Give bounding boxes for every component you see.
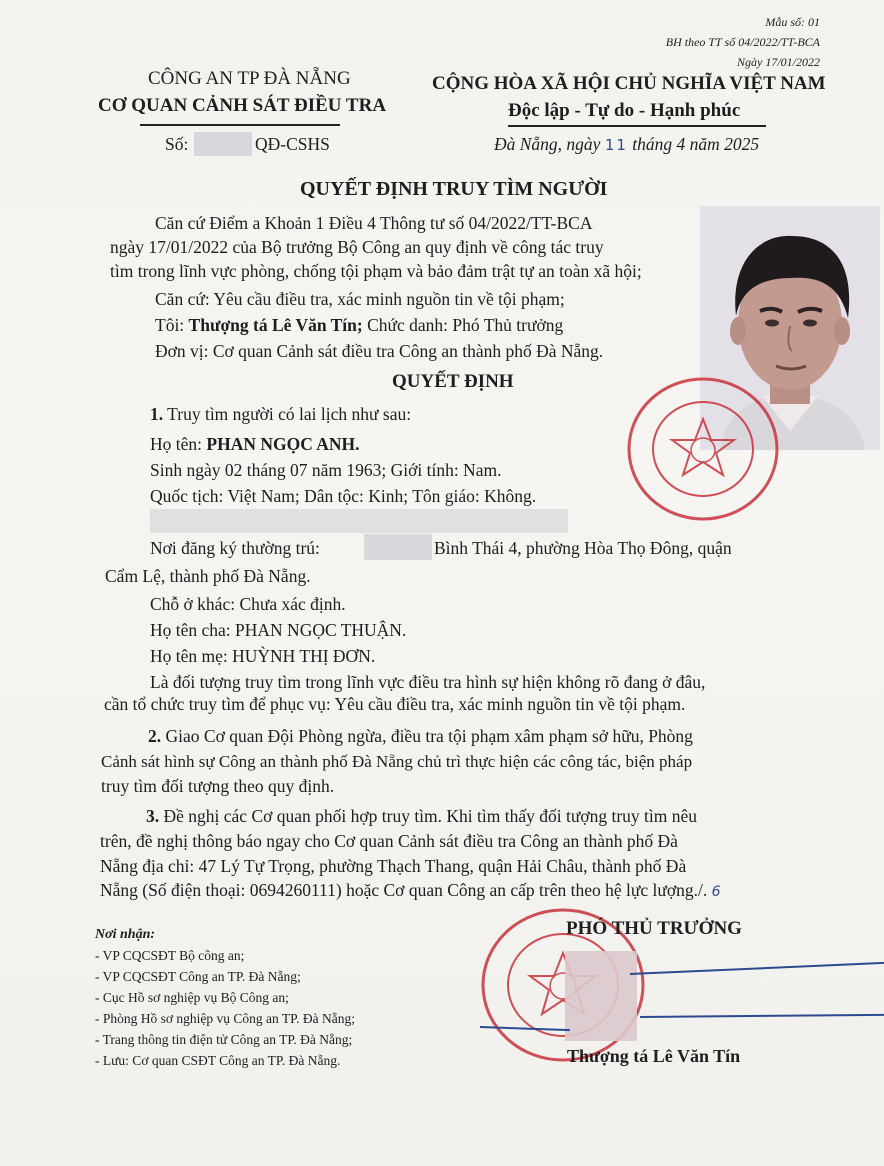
motto-underline — [508, 125, 766, 127]
agency-name: CÔNG AN TP ĐÀ NẴNG — [148, 68, 351, 89]
section-3-line-3: Nẵng địa chỉ: 47 Lý Tự Trọng, phường Thạch Thang, quận Hải Châu, thành phố Đà — [100, 856, 687, 876]
decision-heading: QUYẾT ĐỊNH — [392, 371, 514, 392]
redacted-id-line — [150, 509, 568, 533]
signer-name: Thượng tá Lê Văn Tín — [567, 1046, 741, 1066]
section-3-line-1 — [146, 806, 697, 827]
residence-value: Bình Thái 4, phường Hòa Thọ Đông, quận — [434, 538, 732, 558]
document-title: QUYẾT ĐỊNH TRUY TÌM NGƯỜI — [300, 178, 608, 200]
subject-name-label: Họ tên: — [150, 434, 207, 454]
section-3-text: Đề nghị các Cơ quan phối hợp truy tìm. Khi tìm thấy đối tượng truy tìm nêu — [159, 806, 698, 826]
form-number: Mẫu số: 01 — [765, 15, 820, 29]
official-title: Chức danh: Phó Thủ trưởng — [362, 315, 564, 335]
place-date-prefix: Đà Nẵng, ngày — [494, 134, 601, 154]
official-seal-top — [624, 374, 782, 524]
recipients-block — [95, 924, 355, 1071]
section-2-number: 2. — [148, 726, 162, 746]
agency-department: CƠ QUAN CẢNH SÁT ĐIỀU TRA — [98, 95, 387, 116]
form-date: Ngày 17/01/2022 — [737, 55, 820, 69]
section-3-line-4-text: Nẵng (Số điện thoại: 0694260111) hoặc Cơ quan Công an cấp trên theo hệ lực lượng./. — [100, 880, 708, 900]
place-date-suffix: tháng 4 năm 2025 — [632, 134, 760, 154]
handwritten-day: 11 — [604, 136, 628, 154]
reason-line-2: cần tổ chức truy tìm để phục vụ: Yêu cầu điều tra, xác minh nguồn tin về tội phạm. — [104, 694, 686, 714]
redacted-house-number — [364, 534, 432, 560]
official-name: Thượng tá Lê Văn Tín; — [188, 315, 363, 335]
subject-birth: Sinh ngày 02 tháng 07 năm 1963; Giới tính: Nam. — [150, 460, 502, 480]
form-info — [666, 12, 820, 72]
recipients-heading: Nơi nhận: — [95, 927, 156, 942]
preamble-unit: Đơn vị: Cơ quan Cảnh sát điều tra Công an thành phố Đà Nẵng. — [155, 341, 604, 361]
section-1-intro — [150, 404, 411, 425]
residence-continued: Cẩm Lệ, thành phố Đà Nẵng. — [105, 566, 311, 586]
residence-label: Nơi đăng ký thường trú: — [150, 538, 320, 558]
reason-line-1: Là đối tượng truy tìm trong lĩnh vực điều tra hình sự hiện không rõ đang ở đâu, — [150, 672, 706, 692]
other-residence: Chỗ ở khác: Chưa xác định. — [150, 594, 346, 614]
preamble-line-2: ngày 17/01/2022 của Bộ trưởng Bộ Công an quy định về công tác truy — [110, 237, 604, 257]
document-number-suffix: QĐ-CSHS — [255, 134, 330, 154]
official-label: Tôi: — [155, 315, 189, 335]
mother-name: Họ tên mẹ: HUỲNH THỊ ĐƠN. — [150, 646, 376, 666]
section-3-line-2: trên, đề nghị thông báo ngay cho Cơ quan Cảnh sát điều tra Công an thành phố Đà — [100, 831, 678, 851]
redacted-number — [194, 132, 252, 156]
form-issued-by: BH theo TT số 04/2022/TT-BCA — [665, 35, 820, 49]
preamble-basis: Căn cứ: Yêu cầu điều tra, xác minh nguồn tin về tội phạm; — [155, 289, 565, 309]
section-2-line-2: Cảnh sát hình sự Công an thành phố Đà Nẵng chủ trì thực hiện các công tác, biện pháp — [101, 752, 693, 771]
place-date — [494, 134, 759, 155]
redacted-signature — [565, 951, 637, 1041]
section-2-text: Giao Cơ quan Đội Phòng ngừa, điều tra tội phạm xâm phạm sở hữu, Phòng — [161, 726, 693, 746]
section-3-line-4 — [100, 880, 721, 901]
signature-stroke — [630, 962, 884, 975]
section-2-line-3: truy tìm đối tượng theo quy định. — [101, 776, 335, 796]
recipient-item: - Lưu: Cơ quan CSĐT Công an TP. Đà Nẵng. — [95, 1053, 341, 1068]
subject-nationality: Quốc tịch: Việt Nam; Dân tộc: Kinh; Tôn giáo: Không. — [150, 486, 537, 506]
recipient-item: - Trang thông tin điện tử Công an TP. Đà Nẵng; — [95, 1032, 353, 1047]
national-motto: Độc lập - Tự do - Hạnh phúc — [508, 100, 741, 121]
section-2-line-1 — [148, 726, 693, 747]
signature-stroke — [640, 1014, 884, 1018]
handwritten-mark: 6 — [711, 884, 721, 900]
father-name: Họ tên cha: PHAN NGỌC THUẬN. — [150, 620, 407, 640]
section-1-text: Truy tìm người có lai lịch như sau: — [163, 404, 412, 424]
recipient-item: - VP CQCSĐT Bộ công an; — [95, 948, 245, 963]
subject-name-value: PHAN NGỌC ANH. — [206, 434, 360, 454]
section-3-number: 3. — [146, 806, 160, 826]
section-1-number: 1. — [150, 404, 164, 424]
subject-name — [150, 434, 360, 455]
signature-title: PHÓ THỦ TRƯỞNG — [566, 918, 742, 939]
recipient-item: - Phòng Hồ sơ nghiệp vụ Công an TP. Đà Nẵng; — [95, 1011, 356, 1026]
agency-underline — [140, 124, 340, 126]
recipient-item: - VP CQCSĐT Công an TP. Đà Nẵng; — [95, 969, 301, 984]
country-name: CỘNG HÒA XÃ HỘI CHỦ NGHĨA VIỆT NAM — [432, 73, 826, 94]
preamble-line-3: tìm trong lĩnh vực phòng, chống tội phạm và bảo đảm trật tự an toàn xã hội; — [110, 261, 642, 281]
preamble-line-1: Căn cứ Điểm a Khoản 1 Điều 4 Thông tư số 04/2022/TT-BCA — [155, 213, 593, 233]
recipient-item: - Cục Hồ sơ nghiệp vụ Bộ Công an; — [95, 990, 289, 1005]
document-number-label: Số: — [165, 134, 189, 154]
preamble-official — [155, 315, 563, 336]
